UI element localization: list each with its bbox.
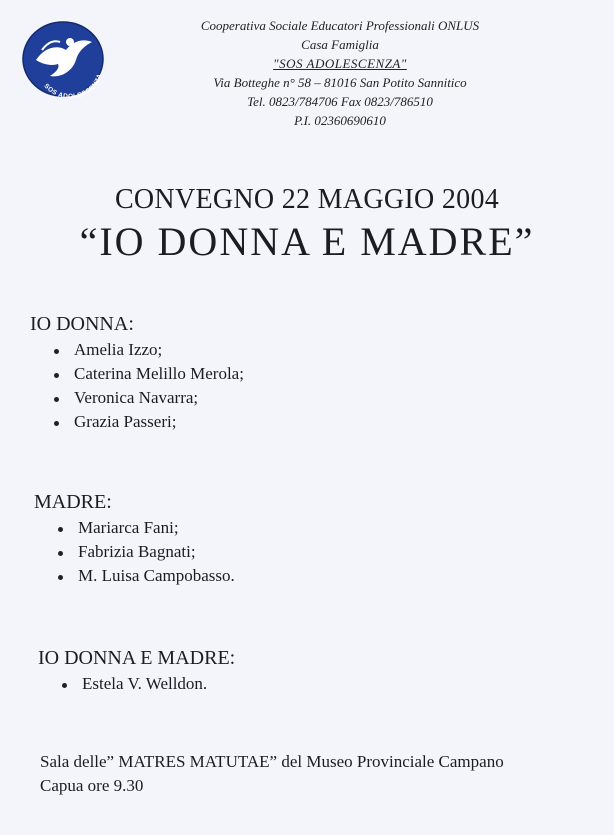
event-date-title: CONVEGNO 22 MAGGIO 2004: [114, 184, 500, 215]
sos-adolescenza-logo: [22, 20, 108, 98]
list-item: Caterina Melillo Merola;: [30, 362, 244, 386]
venue-info: [40, 750, 504, 798]
list-item: Mariarca Fani;: [34, 516, 235, 540]
section-madre: [34, 490, 235, 588]
letterhead: [140, 16, 540, 130]
list-item: Veronica Navarra;: [30, 386, 244, 410]
section-io-donna: [30, 312, 244, 434]
list-item: Estela V. Welldon.: [38, 672, 235, 696]
section-heading: IO DONNA E MADRE:: [38, 647, 236, 669]
section-heading: MADRE:: [34, 491, 112, 513]
speaker-list: [34, 516, 235, 588]
letterhead-address: Via Botteghe n° 58 – 81016 San Potito Sannitico: [213, 75, 467, 90]
list-item: Amelia Izzo;: [30, 338, 244, 362]
venue-location: Sala delle” MATRES MATUTAE” del Museo Provinciale Campano: [40, 752, 504, 771]
section-heading: IO DONNA:: [30, 313, 134, 335]
speaker-list: [38, 672, 235, 696]
list-item: Fabrizia Bagnati;: [34, 540, 235, 564]
letterhead-phone: Tel. 0823/784706 Fax 0823/786510: [247, 94, 433, 109]
letterhead-type: Casa Famiglia: [301, 37, 379, 52]
event-main-title: “IO DONNA E MADRE”: [79, 219, 535, 264]
list-item: M. Luisa Campobasso.: [34, 564, 235, 588]
letterhead-vat: P.I. 02360690610: [294, 113, 386, 128]
speaker-list: [30, 338, 244, 434]
logo-text: SOS ADOLESCENZA: [42, 72, 104, 98]
venue-time: Capua ore 9.30: [40, 776, 144, 795]
list-item: Grazia Passeri;: [30, 410, 244, 434]
letterhead-name: "SOS ADOLESCENZA": [273, 56, 407, 71]
section-io-donna-e-madre: [38, 646, 235, 696]
letterhead-org: Cooperativa Sociale Educatori Professionali ONLUS: [200, 18, 480, 33]
